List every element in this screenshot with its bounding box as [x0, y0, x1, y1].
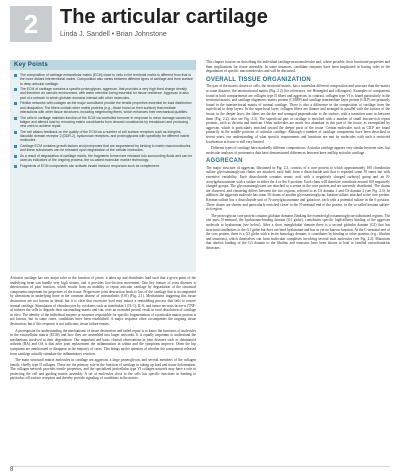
body-paragraph: The major structure of aggrecan, illustrated in Fig. 2.3, consists of a core protein to which approximately 100 chondroitin sulfate glycosaminoglycan chains are attached, each built from a disaccharide unit that is repeated some 50 times but with extensive variability. Each disaccharide contains uronic acid with a negatively charged carboxyl group and an N-acetylgalactosamine with a sulfate in either the 4 or the 6 position. Each chain will therefore contribute around 100 negatively charged groups. The glycosaminoglycans are attached to a serine in the core protein and are unevenly distributed. The chains are clustered, and clustering differs between the two regions, referred to as CS domain 1 and CS domain 2 (see Fig. 2.3). In addition, the aggrecan molecule has some 30 chains of another glycosaminoglycan, keratan sulfate, attached to the core protein. Keratan sulfate has a disaccharide unit of N-acetylglucosamine and galactose, each with a potential sulfate in the 6 position. These chains are shorter and particularly enriched closer to the N-terminal end of the protein, in the so-called keratan sulfate-rich region. [206, 165, 390, 212]
page-number: 8 [10, 467, 14, 473]
chapter-authors: Linda J. Sandell • Brian Johnstone [60, 31, 167, 38]
chapter-title: The articular cartilage [60, 6, 268, 28]
key-point-item: The cell attains feedback on the quality of the ECM via a number of cell surface receptors such as integrins, discoidin domain receptor 2 (DDR-2), hyaluronan receptors, and proteoglycans with specificity for different matrix molecules. [20, 130, 193, 143]
section-heading-aggrecan: AGGRECAN [206, 158, 243, 165]
key-points-box [10, 60, 196, 272]
body-paragraph: A prerequisite for understanding the mechanisms of tissue destruction and failed repair is to know the functions of molecules in the extracellular matrix (ECM) and how they are assembled into larger networks. It is equally important to understand the mechanisms involved in their degradation. Our important and basic clinical observations in joint diseases such as rheumatoid arthritis (RA) and OA is that after joint replacement the inflammation in within and the symptoms improve. Often the hip symptoms are ameliorated or disappear in the majority of cases. This brings up the question of whether the components released from cartilage actually stimulate the inflammatory reaction. [10, 328, 196, 356]
key-point-item: The cells in cartilage maintain function of the ECM via controlled turnover in response to minor damage caused by fatigue and altered load by removing matrix constituents from cleaved constituents by breakdown and producing new ones to achieve repair. [20, 116, 193, 129]
key-point-item: The ECM of cartilage contains a specific proteoglycan, aggrecan, that provides a very high fixed charge density and therefore an osmotic environment, with water retention being essential for tissue resilience. Aggrecan is also part of a network in which globular domains interact with other molecules. [20, 87, 193, 100]
body-paragraph: The main structural matrix molecules in cartilage are aggrecan, a large proteoglycan, and several members of the collagen family, chiefly type II collagen. These are the primary role in the function of cartilage in taking up load and tissue deformation. The collagen network provides tensile properties, and the specialized pericellular type VI collagen network may have a role in protecting the cell and guiding matrix assembly. A set of molecules close to the cells has specific functions in binding to particular cell surface receptors and thereby provide signaling of conditions in the matrix. [10, 358, 196, 381]
body-paragraph: Articular cartilage has two major roles in the function of joints: it takes up and distributes load such that a given point of the underlying bone can handle very high strains, and it provides low-friction movement. One key feature of joint diseases is deterioration of joint function, which results from an inability to repair articular cartilage by degradation of the structural components important for properties of the tissue. Progressive joint destruction leads to loss of the cartilage that is accompanied by alterations in underlying bone in the common disease of osteoarthritis (OA) (Fig. 2.1). Mechanisms triggering this tissue destruction are not known in detail, but it is clear that excessive load may induce a remodeling process that fails to restore normal cartilage. Stimulation of chondrocytes by cytokines such as interleukin 1 (IL-1), IL-6, and tumor necrosis factor-α (TNF-α) induces the cells to degrade their surrounding matrix and can, over an extended period, result in total dissolution of cartilage in vitro. The identity of the individual enzyme or enzymes responsible for specific fragmentation of a particular matrix protein is not known, but in some cases, candidates have been established. A major response often accompanies the ongoing tissue destruction, but if this response is not sufficient, tissue failure ensues. [10, 276, 196, 326]
key-points-list [13, 73, 193, 168]
footer-divider [10, 466, 390, 467]
body-paragraph: The part of the matrix closest to cells, the territorial matrix, has a somewhat different composition and structure than the matrix at some distance, the interterritorial matrix (Fig. 2.2) (for references, see Heinegård and colleagues). Examples of components found in both compartments are collagen type II fibers and aggrecan; in contrast, collagen type VI is found particularly in the territorial matrix, and cartilage oligomeric matrix protein (COMP) and cartilage intermediate layer protein (CILP) are primarily found in the interterritorial matrix of normal cartilage. There is also a difference in the composition of cartilage from the superficial to deep layers. In the superficial layer, collagen fibers are thinner and arranged in parallel with the surface of the tissue; in the deeper layer, the fibers are thicker and arranged perpendicular to the surface, with a transition zone in between them (Fig. 2.2), also see Fig. 2.3). The superficial part of cartilage is enriched with a number of small leucine-rich repeat proteins, such as decorin and lumican. Other molecules are much less abundant in this part of the tissue, as exemplified by aggrecan, which is particularly enriched toward the deeper parts of the tissue. Certain molecules such as CILP are found primarily in the middle portions of articular cartilage. Although a number of cartilage components have been described in recent years, our understanding of what specific requirements and functions are met by molecules with such a restricted localization in tissue is still very limited. [206, 84, 390, 144]
section-heading-overall-tissue: OVERALL TISSUE ORGANIZATION [206, 76, 311, 83]
body-paragraph: The proteoglycan core protein contains globular domains flanking the extended glycosaminoglycan-substituted regions. The one most N-terminal, the hyaluronan-binding domain (G1 globe), contributes specific high-affinity binding of the aggrecan molecule to hyaluronan (see below). After a short interglobular domain there is a second globular domain (G2) that has structural similarities to the G1 globe but does not bind hyaluronan and has as yet no known function. At the C-terminal end of the core protein, there is a G3 globe with a lectin homology domain; it contributes by binding to other proteins (e.g., fibulins and tenascins), which themselves can form molecular complexes involving several such molecules (see Fig. 2.2). Mutations that abolish binding of the G3 domain to the fibulins and tenascins have been shown to lead to familial osteochondritis dissecans. [206, 213, 390, 250]
intro-paragraph: This chapter focuses on describing the individual cartilage macromolecules and, where possible, their functional properties and their implications for tissue assembly. In some instances, candidate enzymes have been implicated in having roles in the degradation of specific macromolecules and will be discussed. [206, 60, 390, 74]
key-point-item: Fragments of ECM components can activate innate immune responses such as complement. [20, 164, 193, 168]
key-point-item: As a result of degradation of cartilage matrix, the fragments formed are released into surrounding fluids and can be used as indicators of the ongoing process, the so-called molecular marker technology. [20, 153, 193, 163]
body-paragraph: Different types of cartilage have markedly different compositions. Articular cartilage appears very similar between sites, but molecular analyses of proteomics data have demonstrated differences between knee and hip articular cartilage. [206, 146, 390, 155]
right-column-text [206, 60, 390, 253]
key-point-item: Cartilage ECM contains growth factors and proinprotes that are sequestered by binding to matrix macromolecules, and these substances can be released upon degradation of the cellular molecules. [20, 143, 192, 153]
left-column-text [10, 276, 196, 383]
key-point-item: The composition of cartilage extracellular matrix (ECM) close to cells in the territorial matrix is different from that in the more distant interterritorial matrix. Composition also varies between different types of cartilage and from surface to deep articular cartilage. [20, 73, 193, 86]
key-point-item: Fibrillar networks with collagen as the major constituent provide the tensile properties essential for load distribution and dissipation. The fibers contain other matrix proteins (e.g., those found on their surface) that mediate interactions with other tissue structures, including neighboring fibers, which enhances their mechanical qualities. [20, 101, 192, 114]
key-points-heading: Key Points [10, 60, 196, 70]
chapter-number: 2 [10, 6, 52, 42]
